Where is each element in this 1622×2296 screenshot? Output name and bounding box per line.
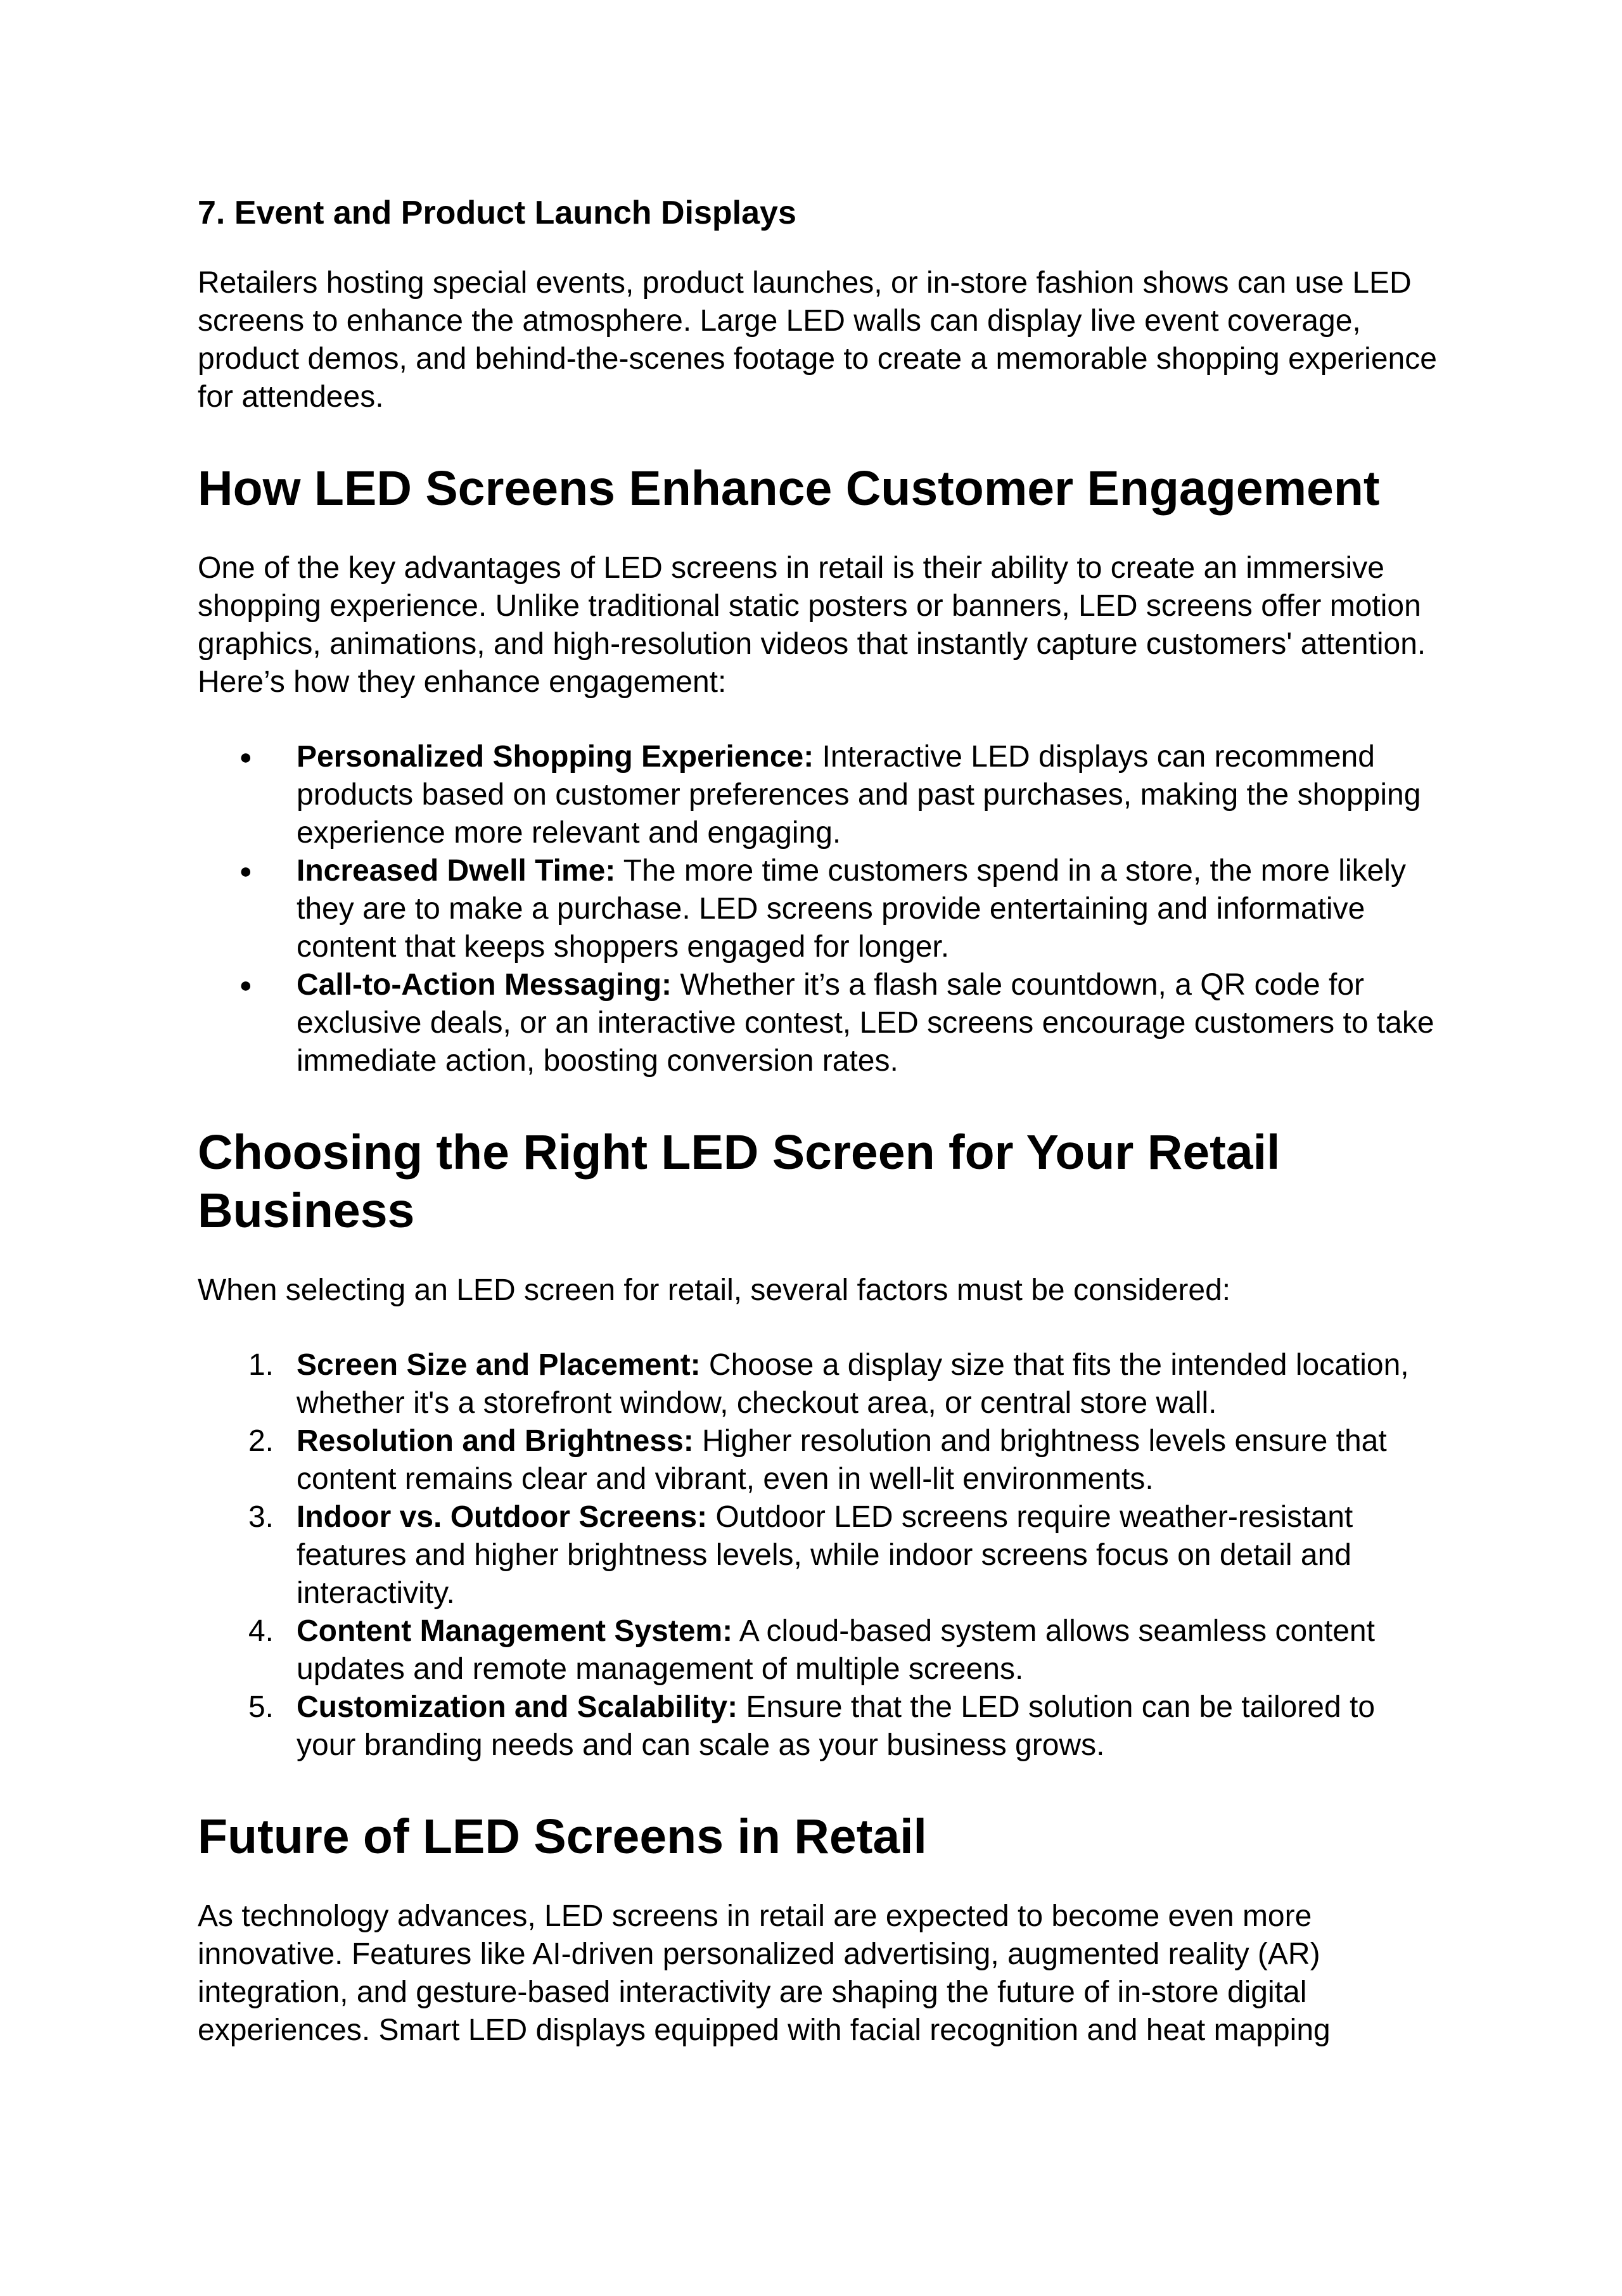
engagement-paragraph: One of the key advantages of LED screens in retail is their ability to create an immersive shopping experience. Unlike traditional static posters or banners, LED screens offer motion graphics, animations, and high-resolution videos that instantly capture customers' attention. Here’s how they enhance engagement: [198,551,1426,699]
list-item [198,1688,1440,1764]
list-item-label: Personalized Shopping Experience: [297,740,814,774]
list-item-text: Outdoor LED screens require weather-resistant features and higher brightness levels, while indoor screens focus on detail and interactivity. [297,1500,1353,1610]
choosing-numbered-list [198,1346,1440,1764]
list-item-text: A cloud-based system allows seamless content updates and remote management of multiple screens. [297,1614,1375,1686]
list-item-label: Customization and Scalability: [297,1690,738,1724]
list-number: 2. [248,1424,274,1458]
list-number: 1. [248,1348,274,1382]
list-item-text: Ensure that the LED solution can be tailored to your branding needs and can scale as your business grows. [297,1690,1376,1762]
list-number: 3. [248,1500,274,1534]
list-item [198,1346,1440,1422]
list-item-label: Indoor vs. Outdoor Screens: [297,1500,708,1534]
list-number: 5. [248,1690,274,1724]
list-item-label: Screen Size and Placement: [297,1348,701,1382]
choosing-paragraph: When selecting an LED screen for retail, several factors must be considered: [198,1273,1231,1307]
list-item-text: The more time customers spend in a store, the more likely they are to make a purchase. LED screens provide entertaining and informative content that keeps shoppers engaged for longer. [297,854,1406,964]
engagement-heading: How LED Screens Enhance Customer Engagement [198,461,1380,516]
list-item-text: Higher resolution and brightness levels ensure that content remains clear and vibrant, even in well-lit environments. [297,1424,1387,1496]
list-item-label: Resolution and Brightness: [297,1424,694,1458]
choosing-heading: Choosing the Right LED Screen for Your Retail Business [198,1125,1280,1238]
bullet-marker: ● [239,973,252,997]
list-item [198,852,1440,966]
bullet-marker: ● [239,859,252,883]
list-item-label: Increased Dwell Time: [297,854,616,888]
list-item [198,1612,1440,1688]
list-item [198,966,1440,1080]
list-number: 4. [248,1614,274,1648]
future-heading: Future of LED Screens in Retail [198,1809,927,1864]
engagement-bullet-list [198,738,1440,1080]
section-7-paragraph: Retailers hosting special events, product launches, or in-store fashion shows can use LED screens to enhance the atmosphere. Large LED walls can display live event coverage, product demos, and behind-the-scenes footage to create a memorable shopping experience for attendees. [198,266,1437,414]
bullet-marker: ● [239,745,252,769]
list-item [198,1422,1440,1498]
list-item [198,738,1440,852]
list-item-text: Whether it’s a flash sale countdown, a QR code for exclusive deals, or an interactive contest, LED screens encourage customers to take immediate action, boosting conversion rates. [297,968,1434,1078]
future-paragraph: As technology advances, LED screens in retail are expected to become even more innovative. Features like AI-driven personalized advertising, augmented reality (AR) integration, and gesture-based interactivity are shaping the future of in-store digital experiences. Smart LED displays equipped with facial recognition and heat mapping [198,1899,1331,2047]
list-item-label: Call-to-Action Messaging: [297,968,672,1002]
list-item-label: Content Management System: [297,1614,733,1648]
list-item-text: Choose a display size that fits the intended location, whether it's a storefront window, checkout area, or central store wall. [297,1348,1409,1420]
section-7-heading: 7. Event and Product Launch Displays [198,195,796,231]
document-page [198,193,1440,2050]
list-item-text: Interactive LED displays can recommend products based on customer preferences and past purchases, making the shopping experience more relevant and engaging. [297,740,1421,850]
list-item [198,1498,1440,1612]
